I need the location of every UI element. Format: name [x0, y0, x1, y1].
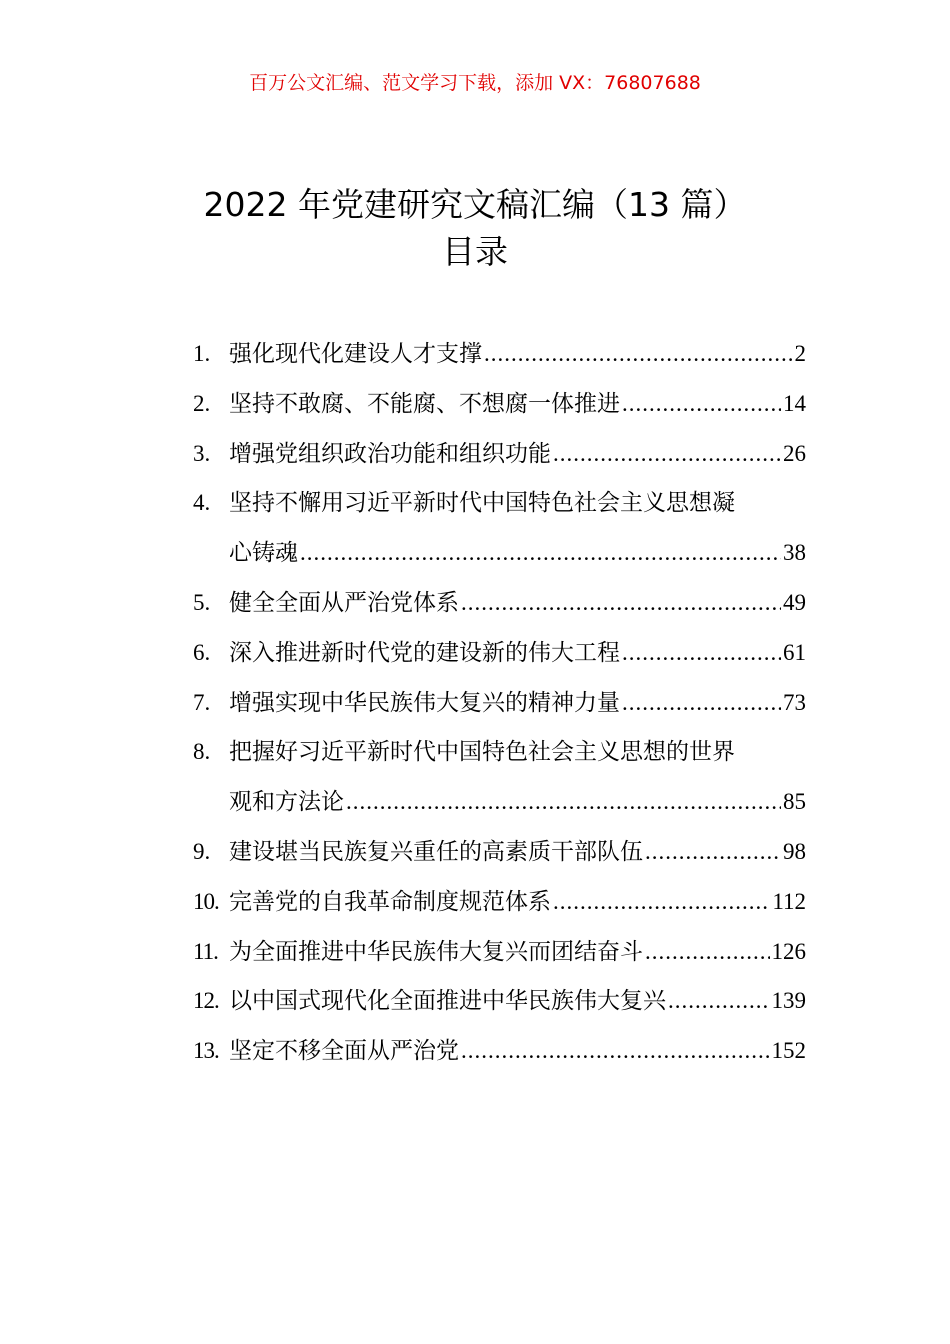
- toc-entry-13[interactable]: [193, 1026, 806, 1076]
- toc-entry-title: 完善党的自我革命制度规范体系: [229, 888, 551, 915]
- toc-entry-number: 12.: [193, 988, 219, 1014]
- document-title: 2022 年党建研究文稿汇编（13 篇）: [203, 185, 747, 224]
- toc-entry-number: 6.: [193, 639, 211, 665]
- toc-dot-leader: [300, 528, 781, 578]
- toc-dot-leader: [553, 877, 770, 927]
- toc-entry-number: 8.: [193, 739, 211, 765]
- toc-entry-page: 2: [794, 341, 806, 366]
- toc-dot-leader: [622, 678, 781, 728]
- toc-entry-number: 9.: [193, 838, 211, 864]
- toc-entry-page: 61: [783, 639, 806, 665]
- toc-dot-leader: [461, 1026, 770, 1076]
- toc-dot-leader: [645, 827, 781, 877]
- toc-entry-number: 3.: [193, 440, 211, 466]
- toc-entry-page: 152: [771, 1038, 806, 1064]
- toc-entry-number: 11.: [193, 938, 218, 964]
- toc-entry-5[interactable]: [193, 578, 806, 628]
- toc-entry-title-line2: 观和方法论: [229, 789, 344, 816]
- toc-entry-page: 26: [783, 440, 806, 466]
- toc-dot-leader: [484, 329, 793, 379]
- toc-dot-leader: [668, 976, 770, 1026]
- toc-entry-number: 1.: [193, 341, 211, 366]
- toc-entry-page: 126: [771, 938, 806, 964]
- toc-entry-1[interactable]: [193, 329, 806, 379]
- toc-dot-leader: [553, 429, 781, 479]
- toc-entry-title: 健全全面从严治党体系: [229, 589, 459, 616]
- toc-dot-leader: [622, 379, 781, 429]
- toc-entry-6[interactable]: [193, 628, 806, 678]
- toc-dot-leader: [645, 927, 770, 977]
- toc-entry-3[interactable]: [193, 429, 806, 479]
- toc-entry-number: 7.: [193, 689, 211, 715]
- toc-entry-10[interactable]: [193, 877, 806, 927]
- toc-entry-11[interactable]: [193, 927, 806, 977]
- toc-entry-title: 建设堪当民族复兴重任的高素质干部队伍: [229, 838, 643, 865]
- toc-entry-number: 13.: [193, 1038, 219, 1064]
- toc-entry-number: 2.: [193, 390, 211, 416]
- toc-entry-title: 增强实现中华民族伟大复兴的精神力量: [229, 689, 620, 716]
- toc-entry-page: 139: [771, 988, 806, 1014]
- toc-entry-title: 坚定不移全面从严治党: [229, 1038, 459, 1065]
- toc-dot-leader: [622, 628, 781, 678]
- toc-entry-2[interactable]: [193, 379, 806, 429]
- table-of-contents: [193, 329, 806, 1076]
- toc-dot-leader: [346, 777, 781, 827]
- toc-entry-page: 98: [783, 838, 806, 864]
- toc-entry-title: 坚持不敢腐、不能腐、不想腐一体推进: [229, 390, 620, 417]
- toc-entry-title: 深入推进新时代党的建设新的伟大工程: [229, 639, 620, 666]
- toc-entry-title: 强化现代化建设人才支撑: [229, 341, 482, 367]
- toc-entry-page: 112: [772, 888, 806, 914]
- toc-entry-4[interactable]: [193, 478, 806, 578]
- toc-entry-page: 38: [783, 540, 806, 566]
- toc-entry-8[interactable]: [193, 727, 806, 827]
- header-note: 百万公文汇编、范文学习下载，添加 VX：76807688: [249, 72, 701, 94]
- toc-entry-title: 以中国式现代化全面推进中华民族伟大复兴: [229, 988, 666, 1015]
- toc-entry-title-line2: 心铸魂: [229, 540, 298, 567]
- toc-entry-number: 5.: [193, 589, 211, 615]
- toc-heading: 目录: [442, 232, 508, 271]
- toc-entry-page: 73: [783, 689, 806, 715]
- toc-entry-12[interactable]: [193, 976, 806, 1026]
- toc-entry-9[interactable]: [193, 827, 806, 877]
- toc-entry-title-line1: 把握好习近平新时代中国特色社会主义思想的世界: [229, 739, 735, 766]
- toc-entry-page: 85: [783, 789, 806, 815]
- toc-entry-title: 增强党组织政治功能和组织功能: [229, 440, 551, 467]
- toc-dot-leader: [461, 578, 781, 628]
- toc-entry-number: 4.: [193, 490, 211, 516]
- toc-entry-title-line1: 坚持不懈用习近平新时代中国特色社会主义思想凝: [229, 490, 735, 517]
- toc-entry-page: 49: [783, 589, 806, 615]
- toc-entry-title: 为全面推进中华民族伟大复兴而团结奋斗: [229, 938, 643, 965]
- toc-entry-7[interactable]: [193, 678, 806, 728]
- toc-entry-page: 14: [783, 390, 806, 416]
- toc-entry-number: 10.: [193, 888, 219, 914]
